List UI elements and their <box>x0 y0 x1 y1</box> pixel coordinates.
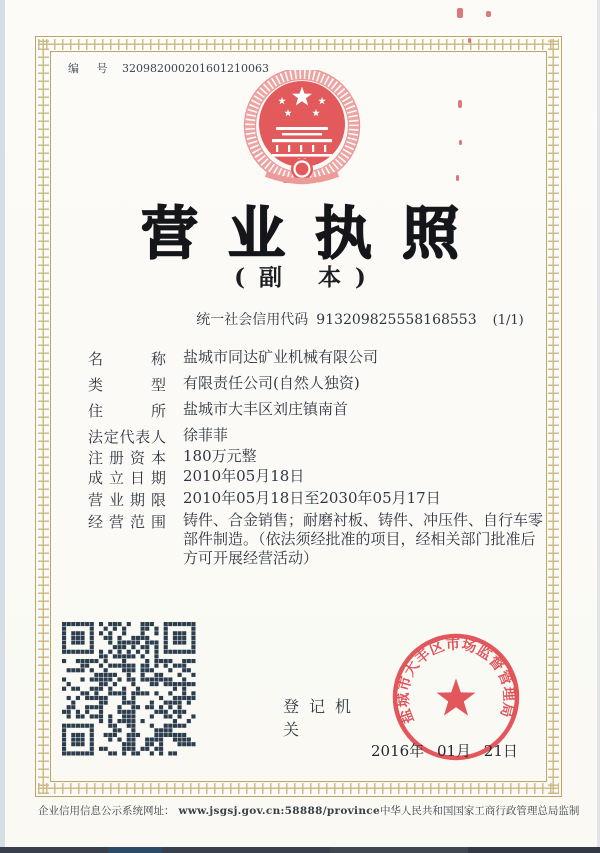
field-label: 经营范围 <box>88 513 166 531</box>
border-band-bottom <box>38 783 559 794</box>
field-value: 有限责任公司(自然人独资) <box>183 374 360 392</box>
red-speck <box>456 175 459 181</box>
field-label: 名称 <box>88 350 166 368</box>
field-row-established <box>88 467 549 488</box>
red-speck <box>458 100 462 108</box>
field-value: 180万元整 <box>183 447 257 465</box>
seal-text: 盐城市大丰区市场监督管理局 <box>394 635 518 727</box>
field-label: 营业期限 <box>88 491 166 509</box>
footer <box>38 803 580 818</box>
credit-code-line <box>150 309 570 329</box>
site-label: 企业信用信息公示系统网址： <box>38 805 175 817</box>
red-speck <box>457 8 463 18</box>
license-title-text: 营业执照 <box>141 201 489 267</box>
registration-authority-label <box>283 694 377 740</box>
field-row-capital <box>88 447 549 468</box>
field-label: 住所 <box>88 402 166 420</box>
serial-number-line <box>68 60 269 76</box>
serial-label: 编 号 <box>68 62 115 75</box>
red-speck <box>486 11 491 17</box>
field-label: 类型 <box>88 376 166 394</box>
page-indicator: (1/1) <box>492 313 524 328</box>
field-row-name <box>88 348 549 369</box>
field-label: 成立日期 <box>88 469 166 487</box>
registration-date: 2016年 01月 21日 <box>371 742 518 760</box>
national-emblem-icon <box>240 70 364 192</box>
field-value: 盐城市大丰区刘庄镇南首 <box>183 400 349 418</box>
field-row-term <box>88 489 549 510</box>
license-subtitle <box>0 259 600 292</box>
red-speck <box>468 38 471 43</box>
registration-authority-text: 登记机关 <box>283 697 362 739</box>
field-row-legal-rep <box>88 426 549 447</box>
field-label: 注册资本 <box>88 449 166 467</box>
red-speck <box>459 140 462 145</box>
credit-code-label: 统一社会信用代码 <box>196 312 309 328</box>
border-band-top <box>38 39 559 50</box>
field-value: 盐城市同达矿业机械有限公司 <box>183 348 379 366</box>
field-row-business-scope <box>88 511 549 568</box>
field-row-address <box>88 400 549 421</box>
field-value: 铸件、合金销售；耐磨衬板、铸件、冲压件、自行车零部件制造。（依法须经批准的项目，经相关部门批准后方可开展经营活动） <box>183 511 544 567</box>
field-label: 法定代表人 <box>88 428 166 446</box>
field-value: 徐菲菲 <box>183 426 229 444</box>
border-band-left <box>38 39 49 794</box>
license-title <box>0 188 600 270</box>
credit-code-value: 913209825558168553 <box>316 312 477 328</box>
serial-number: 320982000201601210063 <box>122 62 269 75</box>
site-url: www.jsgsj.gov.cn:58888/province <box>178 805 380 817</box>
qr-code <box>62 622 196 756</box>
scan-edge-left <box>0 0 5 853</box>
license-subtitle-text: (副 本) <box>234 264 380 291</box>
border-band-right <box>548 39 559 794</box>
scan-edge-bottom <box>0 847 600 853</box>
footer-left <box>38 803 380 818</box>
footer-issuer: 中华人民共和国国家工商行政管理总局监制 <box>379 805 580 817</box>
field-row-type <box>88 374 549 395</box>
field-value: 2010年05月18日 <box>183 467 305 485</box>
field-value: 2010年05月18日至2030年05月17日 <box>183 489 441 507</box>
